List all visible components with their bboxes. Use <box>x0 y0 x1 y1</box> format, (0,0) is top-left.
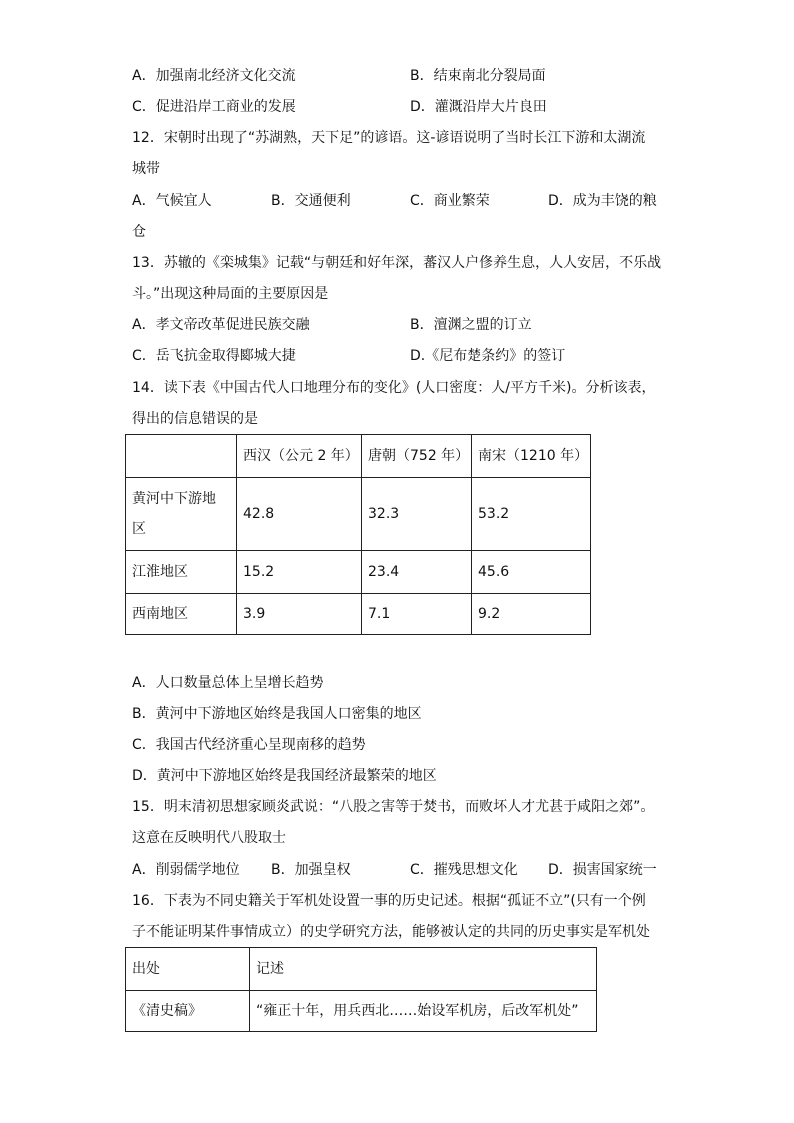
q11-option-c: C．促进沿岸工商业的发展 <box>132 99 296 115</box>
table-header-row <box>126 948 597 991</box>
q14-stem-line1: 14．读下表《中国古代人口地理分布的变化》(人口密度：人/平方千米)。分析该表， <box>132 380 656 396</box>
q13-option-c: C．岳飞抗金取得郾城大捷 <box>132 348 296 364</box>
value-cell: 15.2 <box>237 551 362 594</box>
q14-option-a: A．人口数量总体上呈增长趋势 <box>132 675 324 691</box>
table-row <box>126 551 591 594</box>
population-table <box>125 434 591 635</box>
table-row <box>126 594 591 635</box>
table-row <box>126 478 591 551</box>
q11-option-a: A．加强南北经济文化交流 <box>132 68 296 84</box>
table-header-cell <box>126 435 237 478</box>
value-cell: 53.2 <box>472 478 591 551</box>
q14-option-c: C．我国古代经济重心呈现南移的趋势 <box>132 737 366 753</box>
region-label: 黄河中下游地 <box>132 491 216 507</box>
q15-option-a: A．削弱儒学地位 <box>132 862 240 878</box>
q15-option-d: D．损害国家统一 <box>548 862 657 878</box>
q16-stem-line1: 16．下表为不同史籍关于军机处设置一事的历史记述。根据“孤证不立”(只有一个例 <box>132 893 646 909</box>
military-council-table <box>125 947 597 1032</box>
q12-option-a: A．气候宜人 <box>132 193 212 209</box>
table-row <box>126 991 597 1032</box>
q12-option-b: B．交通便利 <box>271 193 351 209</box>
q15-stem-line2: 这意在反映明代八股取士 <box>132 830 286 846</box>
table-header-row <box>126 435 591 478</box>
q14-option-d: D．黄河中下游地区始终是我国经济最繁荣的地区 <box>132 768 437 784</box>
q15-option-c: C．摧残思想文化 <box>410 862 518 878</box>
value-cell: 7.1 <box>362 594 472 635</box>
table-header-cell: 西汉（公元 2 年） <box>237 435 362 478</box>
region-cell <box>126 478 237 551</box>
q16-stem-line2: 子不能证明某件事情成立）的史学研究方法，能够被认定的共同的历史事实是军机处 <box>132 924 650 940</box>
q11-option-b: B．结束南北分裂局面 <box>410 68 546 84</box>
q14-stem-line2: 得出的信息错误的是 <box>132 411 258 427</box>
q11-option-d: D．灌溉沿岸大片良田 <box>410 99 547 115</box>
q12-option-d-wrap: 仓 <box>132 224 146 240</box>
q15-stem-line1: 15．明末清初思想家顾炎武说：“八股之害等于焚书，而败坏人才尤甚于咸阳之郊”。 <box>132 799 655 815</box>
region-label-wrap: 区 <box>132 521 146 537</box>
region-cell: 江淮地区 <box>126 551 237 594</box>
value-cell: 23.4 <box>362 551 472 594</box>
q12-stem-line2: 城带 <box>132 161 160 177</box>
value-cell: 32.3 <box>362 478 472 551</box>
q12-stem-line1: 12．宋朝时出现了“苏湖熟，天下足”的谚语。这-谚语说明了当时长江下游和太湖流 <box>132 130 646 146</box>
record-cell: “雍正十年，用兵西北……始设军机房，后改军机处” <box>250 991 597 1032</box>
q15-option-b: B．加强皇权 <box>271 862 351 878</box>
table-header-cell: 南宋（1210 年） <box>472 435 591 478</box>
q12-option-c: C．商业繁荣 <box>410 193 490 209</box>
value-cell: 45.6 <box>472 551 591 594</box>
table-header-cell: 记述 <box>250 948 597 991</box>
region-cell: 西南地区 <box>126 594 237 635</box>
table-header-cell: 出处 <box>126 948 250 991</box>
q12-option-d: D．成为丰饶的粮 <box>548 193 657 209</box>
q13-stem-line2: 斗。”出现这种局面的主要原因是 <box>132 286 329 302</box>
value-cell: 3.9 <box>237 594 362 635</box>
q13-option-a: A．孝文帝改革促进民族交融 <box>132 317 310 333</box>
q13-stem-line1: 13．苏辙的《栾城集》记载“与朝廷和好年深，蕃汉人户俢养生息，人人安居，不乐战 <box>132 255 662 271</box>
q13-option-d: D.《尼布楚条约》的签订 <box>410 348 566 364</box>
source-cell: 《清史稿》 <box>126 991 250 1032</box>
table-header-cell: 唐朝（752 年） <box>362 435 472 478</box>
q13-option-b: B．澶渊之盟的订立 <box>410 317 532 333</box>
value-cell: 9.2 <box>472 594 591 635</box>
q14-option-b: B．黄河中下游地区始终是我国人口密集的地区 <box>132 706 422 722</box>
value-cell: 42.8 <box>237 478 362 551</box>
